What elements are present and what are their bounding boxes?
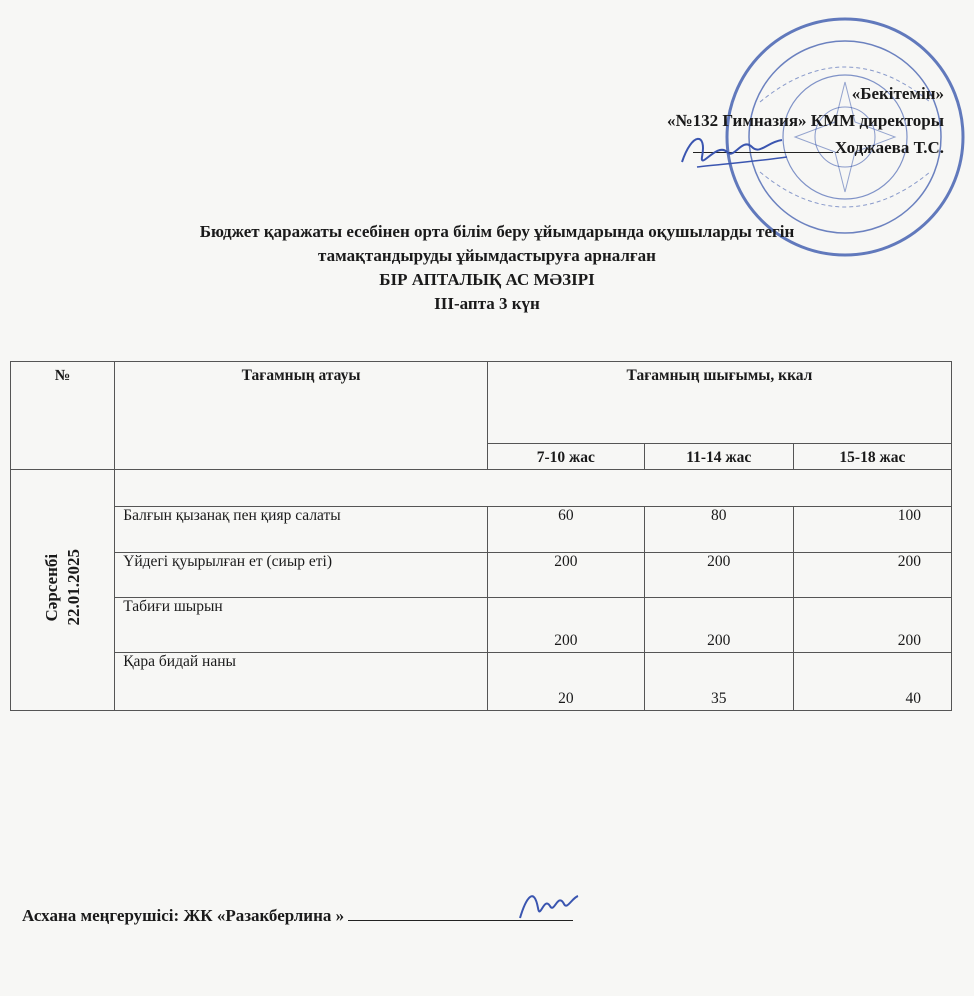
day-cell <box>11 470 115 711</box>
spacer-cell <box>115 470 952 507</box>
header-dish-name: Тағамның атауы <box>115 362 488 470</box>
heading-line-2: тамақтандыруды ұйымдастыруға арналған <box>318 246 656 265</box>
value-15-18: 200 <box>793 598 951 653</box>
table-row <box>11 507 952 553</box>
heading-line-4: ІІІ-апта 3 күн <box>434 294 540 313</box>
value-7-10: 60 <box>487 507 644 553</box>
dish-name: Табиғи шырын <box>115 598 488 653</box>
value-15-18: 40 <box>793 653 951 711</box>
value-7-10: 200 <box>487 598 644 653</box>
header-no: № <box>11 362 115 470</box>
day-name: Сәрсенбі <box>41 553 61 622</box>
value-15-18: 100 <box>793 507 951 553</box>
director-signature-icon <box>672 122 792 182</box>
approval-title: «Бекітемін» <box>851 84 944 103</box>
value-11-14: 35 <box>644 653 793 711</box>
heading-line-1: Бюджет қаражаты есебінен орта білім беру ұйымдарында оқушыларды тегін <box>199 222 795 241</box>
approval-position: «№132 Гимназия» КММ директоры <box>667 111 944 130</box>
table-row <box>11 598 952 653</box>
value-11-14: 200 <box>644 598 793 653</box>
table-row <box>11 553 952 598</box>
day-label <box>41 549 85 626</box>
day-date: 22.01.2025 <box>63 549 83 626</box>
approval-name: Ходжаева Т.С. <box>834 138 944 157</box>
header-age-3: 15-18 жас <box>793 444 951 470</box>
value-11-14: 80 <box>644 507 793 553</box>
footer-label: Асхана меңгерушісі: ЖК «Разакберлина » <box>22 906 345 925</box>
document-heading <box>0 220 974 316</box>
value-7-10: 20 <box>487 653 644 711</box>
value-11-14: 200 <box>644 553 793 598</box>
header-age-1: 7-10 жас <box>487 444 644 470</box>
menu-table <box>10 361 952 711</box>
dish-name: Балғын қызанақ пен қияр салаты <box>115 507 488 553</box>
header-age-2: 11-14 жас <box>644 444 793 470</box>
table-header-row <box>11 362 952 444</box>
dish-name: Қара бидай наны <box>115 653 488 711</box>
footer <box>22 906 573 926</box>
value-15-18: 200 <box>793 553 951 598</box>
table-row <box>11 653 952 711</box>
canteen-head-signature-icon <box>512 878 582 928</box>
heading-line-3: БІР АПТАЛЫҚ АС МӘЗІРІ <box>379 270 595 289</box>
value-7-10: 200 <box>487 553 644 598</box>
table-row-spacer <box>11 470 952 507</box>
dish-name: Үйдегі қуырылған ет (сиыр еті) <box>115 553 488 598</box>
header-energy: Тағамның шығымы, ккал <box>487 362 951 444</box>
